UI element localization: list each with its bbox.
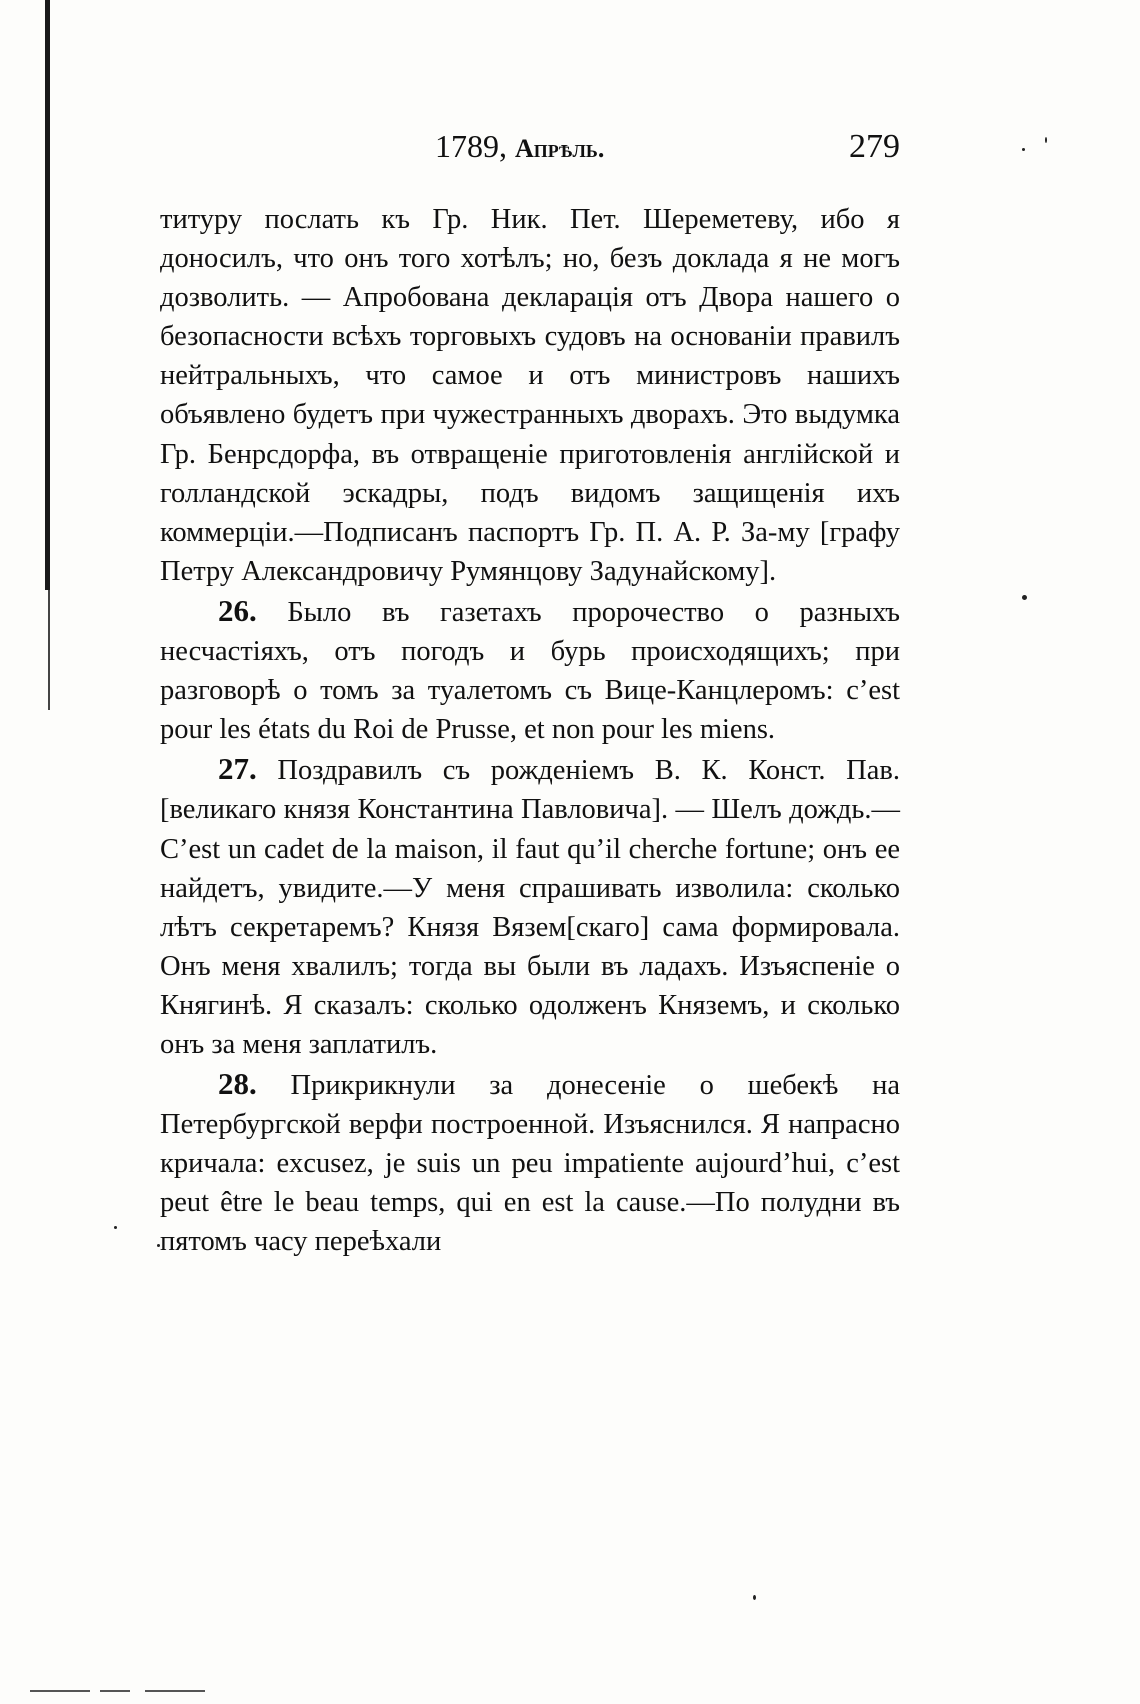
day-number: 26. xyxy=(218,592,257,628)
paragraph-day-26 xyxy=(160,591,900,749)
body-text xyxy=(160,200,900,1262)
page-gutter-edge-thin xyxy=(48,590,50,710)
paragraph-text: Было въ газетахъ пророчество о разныхъ несчастіяхъ, отъ погодъ и бурь происходящихъ; при разговорѣ о томъ за туалетомъ съ Вице-Канцлеромъ: c’est pour les états du Roi de Prusse, et non pour les miens. xyxy=(160,596,900,746)
scan-edge-mark xyxy=(30,1690,90,1692)
running-header xyxy=(160,128,900,168)
page-gutter-edge xyxy=(45,0,50,590)
paragraph-continued xyxy=(160,200,900,591)
scan-speck xyxy=(1022,595,1027,600)
day-number: 28. xyxy=(218,1066,257,1102)
page-number: 279 xyxy=(849,128,900,165)
paragraph-text: Прикрикнули за донесеніе о шебекѣ на Петербургской верфи построенной. Изъяснился. Я напрасно кричала: excusez, je suis un peu impatiente aujourd’hui, c’est peut être le beau temps, qui en est la cause.—По полудни въ пятомъ часу переѣхали xyxy=(160,1070,900,1258)
paragraph-day-28 xyxy=(160,1064,900,1261)
paragraph-text: Поздравилъ съ рожденіемъ В. К. Конст. Пав. [великаго князя Константина Павловича]. — Шелъ дождь.—C’est un cadet de la maison, il faut qu’il cherche fortune; онъ ее найдетъ, увидите.—У меня спрашивать изволила: сколько лѣтъ секретаремъ? Князя Вязем[скаго] сама формировала. Онъ меня хвалилъ; тогда вы были въ ладахъ. Изъяспеніе о Княгинѣ. Я сказалъ: сколько одолженъ Княземъ, и сколько онъ за меня заплатилъ. xyxy=(160,755,900,1060)
scan-speck xyxy=(1022,148,1025,151)
day-number: 27. xyxy=(218,751,257,787)
scan-speck xyxy=(1045,137,1047,143)
paragraph-day-27 xyxy=(160,749,900,1064)
scan-edge-mark xyxy=(100,1690,130,1692)
scan-speck xyxy=(157,1244,160,1247)
header-year: 1789, xyxy=(435,128,515,164)
header-month: Апрѣль. xyxy=(515,134,605,163)
scan-speck xyxy=(114,1226,117,1229)
scan-speck xyxy=(753,1595,756,1600)
paragraph-text: титуру послать къ Гр. Ник. Пет. Шереметеву, ибо я доносилъ, что онъ того хотѣлъ; но, безъ доклада я не могъ дозволить. — Апробована декларація отъ Двора нашего о безопасности всѣхъ торговыхъ судовъ на основаніи правилъ нейтральныхъ, что самое и отъ министровъ нашихъ объявлено будетъ при чужестранныхъ дворахъ. Это выдумка Гр. Бенрсдорфа, въ отвращеніе приготовленія англійской и голландской эскадры, подъ видомъ защищенія ихъ коммерціи.—Подписанъ паспортъ Гр. П. А. Р. За-му [графу Петру Александровичу Румянцову Задунайскому]. xyxy=(160,204,900,587)
running-header-title xyxy=(435,128,604,165)
scan-edge-mark xyxy=(145,1690,205,1692)
